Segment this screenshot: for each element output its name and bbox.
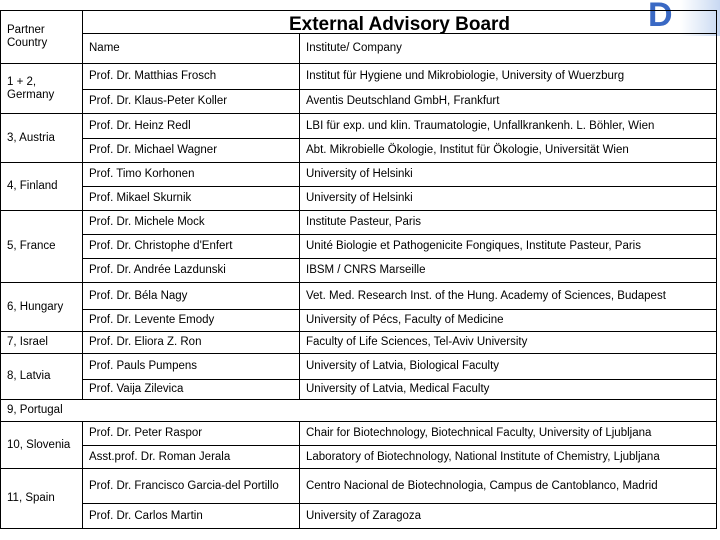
table-row: [1, 422, 717, 446]
table-row: [1, 90, 717, 114]
country-cell: 6, Hungary: [1, 283, 83, 332]
member-name: Prof. Dr. Christophe d'Enfert: [83, 235, 300, 259]
member-institute: Unité Biologie et Pathogenicite Fongiques, Institute Pasteur, Paris: [300, 235, 717, 259]
table-row: [1, 469, 717, 504]
country-cell: 7, Israel: [1, 332, 83, 354]
member-name: Prof. Dr. Carlos Martin: [83, 504, 300, 529]
member-institute: University of Helsinki: [300, 187, 717, 211]
member-institute: Chair for Biotechnology, Biotechnical Faculty, University of Ljubljana: [300, 422, 717, 446]
table-row: [1, 211, 717, 235]
member-name: Prof. Dr. Béla Nagy: [83, 283, 300, 310]
member-name: Prof. Dr. Francisco Garcia-del Portillo: [83, 469, 300, 504]
country-cell: 11, Spain: [1, 469, 83, 529]
table-row: [1, 446, 717, 469]
header-name: Name: [83, 34, 300, 64]
country-cell: 1 + 2, Germany: [1, 64, 83, 114]
member-name: Prof. Mikael Skurnik: [83, 187, 300, 211]
member-name: Prof. Vaija Zilevica: [83, 380, 300, 400]
member-name: Prof. Dr. Michele Mock: [83, 211, 300, 235]
member-institute: University of Latvia, Medical Faculty: [300, 380, 717, 400]
member-name: Prof. Dr. Klaus-Peter Koller: [83, 90, 300, 114]
table-row: [1, 332, 717, 354]
member-name: Asst.prof. Dr. Roman Jerala: [83, 446, 300, 469]
member-name: Prof. Dr. Levente Emody: [83, 310, 300, 332]
logo-fragment-icon: D: [648, 0, 673, 34]
table-row: [1, 163, 717, 187]
member-institute: University of Pécs, Faculty of Medicine: [300, 310, 717, 332]
country-cell: 8, Latvia: [1, 354, 83, 400]
table-row: [1, 354, 717, 380]
page-title: External Advisory Board: [83, 11, 717, 34]
member-name: Prof. Pauls Pumpens: [83, 354, 300, 380]
member-institute: IBSM / CNRS Marseille: [300, 259, 717, 283]
member-institute: University of Latvia, Biological Faculty: [300, 354, 717, 380]
member-name: Prof. Dr. Peter Raspor: [83, 422, 300, 446]
member-name: Prof. Dr. Michael Wagner: [83, 139, 300, 163]
table-row: [1, 235, 717, 259]
member-institute: Laboratory of Biotechnology, National Institute of Chemistry, Ljubljana: [300, 446, 717, 469]
advisory-board-table: [0, 10, 717, 529]
table-row: [1, 64, 717, 90]
table-row: [1, 187, 717, 211]
table-row: [1, 310, 717, 332]
country-cell: 5, France: [1, 211, 83, 283]
table-row: [1, 139, 717, 163]
table-row: [1, 114, 717, 139]
member-institute: Centro Nacional de Biotechnologia, Campus de Cantoblanco, Madrid: [300, 469, 717, 504]
member-name: Prof. Dr. Andrée Lazdunski: [83, 259, 300, 283]
country-cell: 9, Portugal: [1, 400, 717, 422]
member-institute: University of Zaragoza: [300, 504, 717, 529]
table-row: [1, 380, 717, 400]
table-row: [1, 400, 717, 422]
member-institute: Faculty of Life Sciences, Tel-Aviv University: [300, 332, 717, 354]
table-row: [1, 504, 717, 529]
member-institute: Aventis Deutschland GmbH, Frankfurt: [300, 90, 717, 114]
member-name: Prof. Dr. Matthias Frosch: [83, 64, 300, 90]
member-institute: Abt. Mikrobielle Ökologie, Institut für Ökologie, Universität Wien: [300, 139, 717, 163]
header-institute: Institute/ Company: [300, 34, 717, 64]
member-institute: Vet. Med. Research Inst. of the Hung. Academy of Sciences, Budapest: [300, 283, 717, 310]
member-institute: Institut für Hygiene und Mikrobiologie, University of Wuerzburg: [300, 64, 717, 90]
country-cell: 3, Austria: [1, 114, 83, 163]
table-row: [1, 283, 717, 310]
header-partner-country: Partner Country: [1, 11, 83, 64]
member-institute: University of Helsinki: [300, 163, 717, 187]
member-institute: Institute Pasteur, Paris: [300, 211, 717, 235]
member-institute: LBI für exp. und klin. Traumatologie, Unfallkrankenh. L. Böhler, Wien: [300, 114, 717, 139]
member-name: Prof. Dr. Eliora Z. Ron: [83, 332, 300, 354]
country-cell: 4, Finland: [1, 163, 83, 211]
member-name: Prof. Dr. Heinz Redl: [83, 114, 300, 139]
country-cell: 10, Slovenia: [1, 422, 83, 469]
member-name: Prof. Timo Korhonen: [83, 163, 300, 187]
table-row: [1, 259, 717, 283]
